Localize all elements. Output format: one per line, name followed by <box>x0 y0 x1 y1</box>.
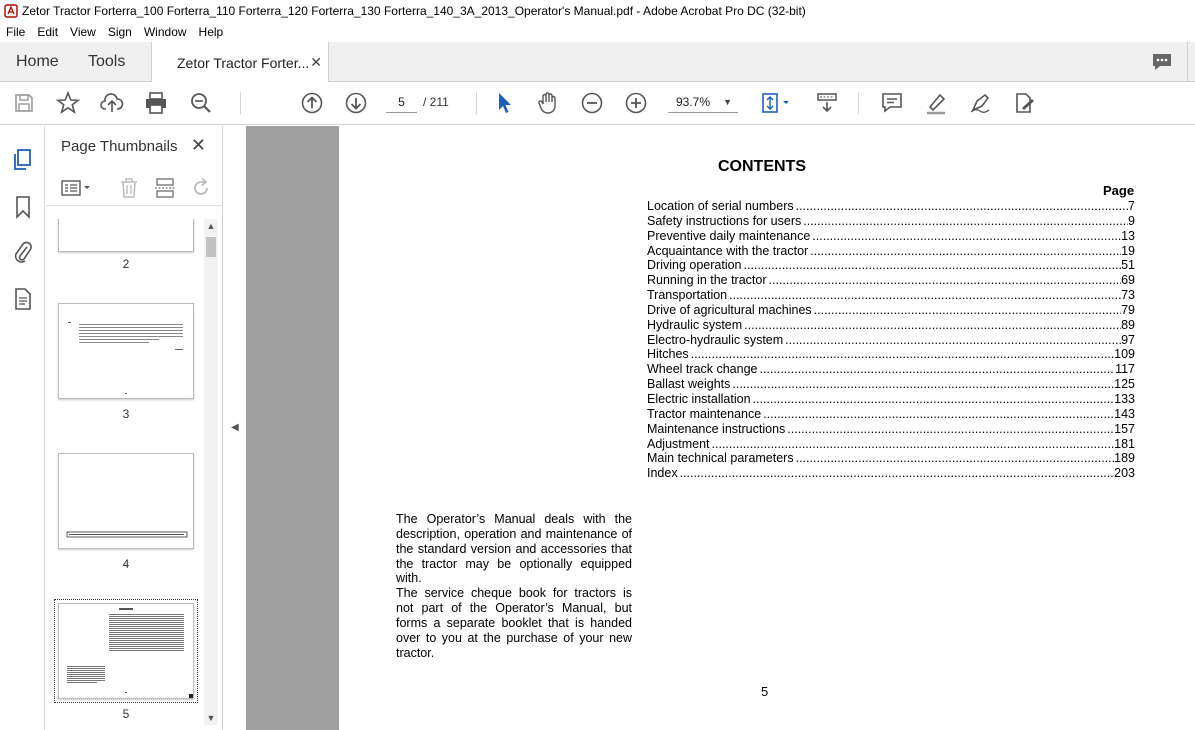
menu-window[interactable]: Window <box>143 25 187 39</box>
toc-entry-label: Running in the tractor <box>647 273 767 288</box>
menu-file[interactable]: File <box>6 25 26 39</box>
toolbar-separator <box>476 92 477 114</box>
toc-dot-leader <box>678 466 1115 481</box>
document-layers-icon[interactable] <box>11 287 35 311</box>
toc-entry-label: Driving operation <box>647 258 742 273</box>
toc-entry-label: Transportation <box>647 288 728 303</box>
chevron-up-icon[interactable]: ▲ <box>206 221 216 231</box>
previous-page-icon[interactable] <box>300 91 324 115</box>
thumbnail-page-current[interactable] <box>58 603 194 699</box>
page-number-input[interactable]: 5 <box>386 91 417 113</box>
toc-entry <box>647 451 1135 466</box>
comment-icon[interactable] <box>880 91 904 115</box>
tabbar-scroll <box>1187 42 1195 82</box>
toc-dot-leader <box>751 392 1115 407</box>
table-of-contents <box>647 199 1135 481</box>
thumbnail-page-number: 2 <box>122 257 130 271</box>
upload-cloud-icon[interactable] <box>100 91 124 115</box>
close-icon[interactable]: ✕ <box>310 54 322 70</box>
thumbnails-scrollbar[interactable] <box>204 219 218 725</box>
next-page-icon[interactable] <box>344 91 368 115</box>
toc-entry-label: Drive of agricultural machines <box>647 302 812 317</box>
thumbnail-page-number: 4 <box>122 557 130 571</box>
zoom-in-icon[interactable] <box>624 91 648 115</box>
page-total: / 211 <box>423 95 449 109</box>
hand-tool-icon[interactable] <box>536 91 560 115</box>
zoom-out-icon[interactable] <box>580 91 604 115</box>
toc-entry-page: 125 <box>1114 377 1135 392</box>
extract-page-icon[interactable] <box>154 177 176 202</box>
scroll-mode-icon[interactable] <box>815 91 839 115</box>
toc-entry-label: Index <box>647 466 678 481</box>
rotate-icon[interactable] <box>190 177 212 202</box>
toc-entry <box>647 422 1135 437</box>
toc-entry-label: Hitches <box>647 347 689 362</box>
fit-page-icon[interactable] <box>758 91 794 115</box>
thumbnails-list <box>52 219 204 727</box>
toc-entry <box>647 199 1135 214</box>
print-icon[interactable] <box>144 91 168 115</box>
toc-entry-page: 117 <box>1115 362 1135 377</box>
bookmark-icon[interactable] <box>11 195 35 219</box>
delete-page-icon[interactable] <box>118 177 140 202</box>
panel-collapse-strip[interactable] <box>224 126 246 730</box>
chevron-left-icon[interactable]: ◀ <box>231 422 239 433</box>
toc-entry-page: 7 <box>1128 199 1135 213</box>
toc-entry-label: Main technical parameters <box>647 451 794 466</box>
tab-document-label: Zetor Tractor Forter... <box>177 54 310 71</box>
page-footer-number: 5 <box>761 684 769 699</box>
sign-pen-icon[interactable] <box>968 91 992 115</box>
zoom-level-value: 93.7% <box>676 95 711 109</box>
menu-sign[interactable]: Sign <box>107 25 132 39</box>
thumbnail-page[interactable] <box>58 219 194 252</box>
select-cursor-icon[interactable] <box>492 91 516 115</box>
toolbar-separator <box>858 92 859 114</box>
thumbnail-options-icon[interactable] <box>60 178 92 201</box>
toc-entry <box>647 407 1135 422</box>
toolbar <box>0 82 1195 125</box>
description-paragraph: The service cheque book for tractors is not part of the Operator’s Manual, but forms a separate booklet that is handed over to you at the purchase of your new tractor. <box>396 586 632 660</box>
toc-entry <box>647 229 1135 244</box>
toc-entry-label: Location of serial numbers <box>647 199 794 213</box>
toc-dot-leader <box>794 451 1115 466</box>
pdf-page <box>339 126 1189 730</box>
save-icon[interactable] <box>12 91 36 115</box>
toc-entry <box>647 273 1135 288</box>
toc-entry <box>647 303 1135 318</box>
toc-entry-label: Preventive daily maintenance <box>647 228 811 243</box>
tab-document[interactable] <box>151 42 329 83</box>
toc-entry-label: Electro-hydraulic system <box>647 332 784 347</box>
toc-entry-page: 133 <box>1114 391 1135 406</box>
toc-entry-label: Adjustment <box>647 436 710 451</box>
toc-entry-label: Tractor maintenance <box>647 406 762 421</box>
toc-entry-page: 69 <box>1121 273 1135 288</box>
contents-heading: CONTENTS <box>718 158 806 175</box>
page-column-header: Page <box>1103 183 1135 198</box>
chevron-down-icon: ▼ <box>723 97 732 107</box>
fill-sign-icon[interactable] <box>1012 91 1036 115</box>
toc-entry-page: 13 <box>1121 228 1135 243</box>
window-title: Zetor Tractor Forterra_100 Forterra_110 Forterra_120 Forterra_130 Forterra_140_3A_2013_Operator's Manual.pdf - Adobe Acrobat Pro DC (32-bit) <box>22 4 806 18</box>
thumbnail-page-number: 5 <box>122 707 130 721</box>
toc-entry-page: 79 <box>1121 302 1135 317</box>
toc-dot-leader <box>785 422 1114 437</box>
toc-dot-leader <box>757 362 1115 377</box>
toc-entry <box>647 377 1135 392</box>
toc-dot-leader <box>689 347 1114 362</box>
thumbnails-panel-title: Page Thumbnails <box>61 138 178 155</box>
toc-dot-leader <box>794 199 1128 214</box>
toc-entry-page: 181 <box>1114 436 1135 451</box>
toc-dot-leader <box>727 288 1121 303</box>
description-paragraph: The Operator’s Manual deals with the description, operation and maintenance of the standard version and accessories that the tractor may be optionally equipped with. <box>396 512 632 586</box>
toc-dot-leader <box>761 407 1114 422</box>
toc-entry-page: 51 <box>1121 258 1135 273</box>
toc-dot-leader <box>742 258 1122 273</box>
toc-entry <box>647 214 1135 229</box>
acrobat-app-icon <box>4 4 18 18</box>
toc-dot-leader <box>742 318 1121 333</box>
page-thumbnails-icon[interactable] <box>11 148 35 172</box>
toc-entry-page: 203 <box>1114 466 1135 481</box>
page-thumbnails-panel <box>46 126 223 730</box>
toc-entry-page: 9 <box>1128 213 1135 228</box>
toc-entry <box>647 362 1135 377</box>
tab-tools[interactable]: Tools <box>88 53 126 70</box>
toc-dot-leader <box>801 214 1128 229</box>
scrollbar-thumb[interactable] <box>206 237 216 257</box>
toc-entry-page: 89 <box>1121 317 1135 332</box>
toc-entry <box>647 333 1135 348</box>
toc-dot-leader <box>710 437 1115 452</box>
toc-entry <box>647 466 1135 481</box>
close-icon[interactable]: ✕ <box>190 135 206 155</box>
toc-dot-leader <box>808 244 1121 259</box>
toc-entry-label: Safety instructions for users <box>647 213 802 228</box>
toc-entry <box>647 347 1135 362</box>
toc-entry-page: 19 <box>1121 243 1135 258</box>
title-bar <box>0 0 1195 22</box>
toc-dot-leader <box>810 229 1121 244</box>
zoom-search-icon[interactable] <box>189 91 213 115</box>
toc-dot-leader <box>767 273 1122 288</box>
toc-entry <box>647 318 1135 333</box>
chevron-down-icon[interactable]: ▼ <box>206 713 216 723</box>
toc-entry <box>647 258 1135 273</box>
thumbnails-toolbar <box>46 170 222 206</box>
zoom-level-select[interactable] <box>668 91 738 113</box>
toc-entry <box>647 288 1135 303</box>
menu-bar <box>0 22 1195 42</box>
toc-entry-label: Ballast weights <box>647 377 731 392</box>
toc-entry-page: 143 <box>1114 406 1135 421</box>
toc-entry-page: 109 <box>1114 347 1135 362</box>
toc-dot-leader <box>730 377 1114 392</box>
toc-dot-leader <box>783 333 1121 348</box>
toc-entry-page: 73 <box>1121 288 1135 303</box>
toc-entry-label: Acquaintance with the tractor <box>647 243 809 258</box>
toc-dot-leader <box>812 303 1121 318</box>
thumbnail-page[interactable] <box>58 453 194 549</box>
toc-entry-label: Maintenance instructions <box>647 421 786 436</box>
toolbar-separator <box>240 92 241 114</box>
attachment-icon[interactable] <box>11 240 35 264</box>
toc-entry-page: 157 <box>1114 421 1135 436</box>
tab-home[interactable]: Home <box>16 53 59 70</box>
comment-bubble-icon[interactable] <box>1151 52 1173 72</box>
menu-edit[interactable]: Edit <box>37 25 59 39</box>
toc-entry <box>647 392 1135 407</box>
document-viewport[interactable] <box>246 126 1195 730</box>
toc-entry-page: 189 <box>1114 451 1135 466</box>
manual-description <box>396 512 632 660</box>
menu-view[interactable]: View <box>70 25 96 39</box>
highlighter-icon[interactable] <box>924 91 948 115</box>
toc-entry-label: Electric installation <box>647 391 751 406</box>
toc-entry-label: Hydraulic system <box>647 317 743 332</box>
star-icon[interactable] <box>56 91 80 115</box>
thumbnail-page[interactable] <box>58 303 194 399</box>
menu-help[interactable]: Help <box>198 25 224 39</box>
toc-entry-page: 97 <box>1121 332 1135 347</box>
navigation-rail <box>0 126 45 730</box>
document-scrollbar[interactable] <box>1189 126 1195 730</box>
toc-entry <box>647 437 1135 452</box>
thumbnail-page-number: 3 <box>122 407 130 421</box>
toc-entry <box>647 244 1135 259</box>
toc-entry-label: Wheel track change <box>647 362 758 377</box>
tab-bar <box>0 42 1195 82</box>
